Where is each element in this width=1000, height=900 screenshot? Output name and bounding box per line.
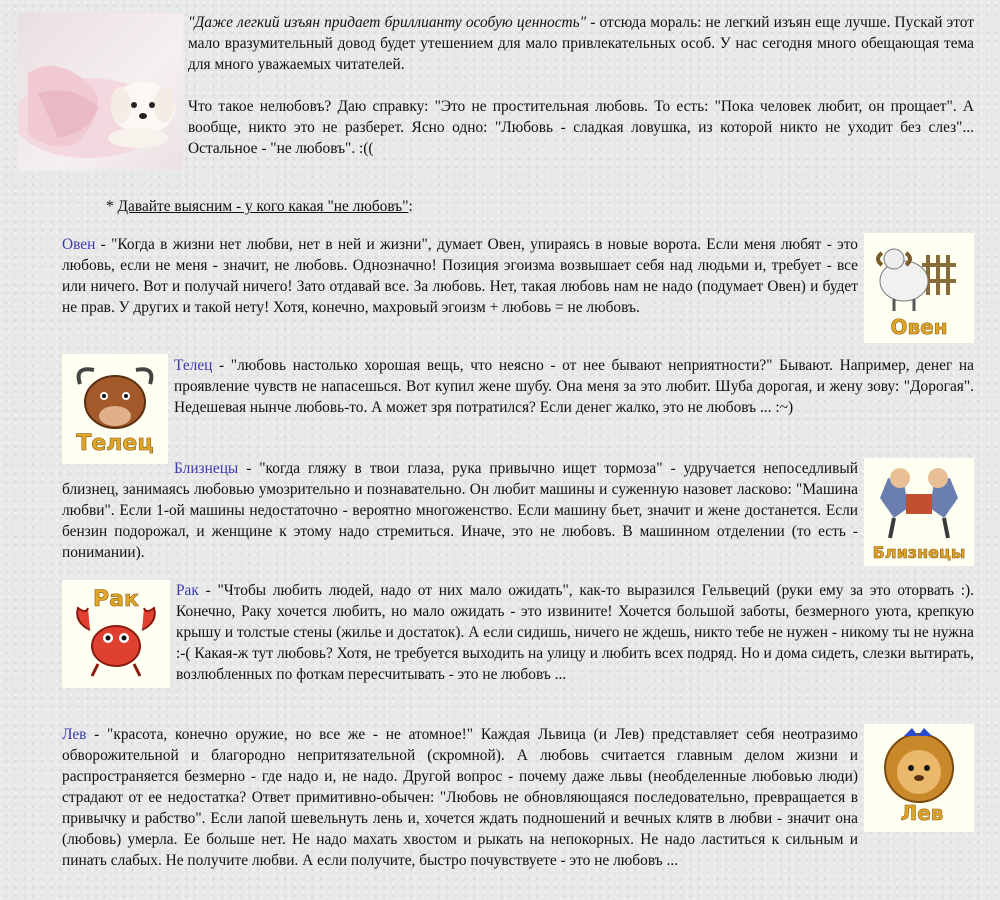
- cancer-image: [62, 580, 170, 688]
- cancer-name: Рак: [176, 582, 199, 599]
- taurus-paragraph: [62, 355, 974, 418]
- sign-block-aries: [62, 234, 974, 343]
- aries-text: - "Когда в жизни нет любви, нет в ней и жизни", думает Овен, упираясь в новые ворота. Если меня любят - это любовь, если не меня - значит, не любовь. Однозначно! Позиция эгоизма возвышает себя над людьми и, требует - все или ничего. Вот и получай ничего! Зато отдавай все. За любовь. Нет, такая любовь нам не надо (подумает Овен) и будет не прав. У других и такой нету! Хотя, конечно, махровый эгоизм + любовь = не любовъ.: [62, 236, 858, 316]
- cancer-paragraph: [62, 580, 974, 685]
- gemini-image-label: Близнецы: [872, 543, 966, 562]
- intro-paragraph-1: [188, 12, 974, 75]
- cancer-image-label: Рак: [93, 587, 139, 612]
- heading-colon: :: [408, 198, 413, 215]
- sign-block-gemini: [62, 458, 974, 566]
- gemini-text: - "когда гляжу в твои глаза, рука привычно ищет тормоза" - удручается непоседливый близнец, занимаясь любовью умозрительно и познавательно. Он любит машины и суженную назовет ласково: "Машина любви". Если 1-ой машины недостаточно - вероятно многоженство. Если машину бьет, значит и жене достанется. Если бензин подорожал, и женщине к этому надо стремиться. Иначе, это не любовъ. В машинном отделении (то есть - понимании).: [62, 460, 858, 561]
- taurus-image-label: Телец: [76, 431, 154, 456]
- taurus-name: Телец: [174, 357, 213, 374]
- gemini-paragraph: [62, 458, 974, 563]
- sign-block-taurus: [62, 355, 974, 464]
- gemini-name: Близнецы: [174, 460, 239, 477]
- intro-quote: "Даже легкий изъян придает бриллианту особую ценность": [188, 14, 587, 31]
- leo-name: Лев: [62, 726, 87, 743]
- taurus-text: - "любовь настолько хорошая вещь, что неясно - от нее бывают неприятности?" Бывают. Например, денег на проявление чувств не напасешься. Вот купил жене шубу. Она меня за это любит. Шуба дорогая, и жену зову: "Дорогая". Недешевая нынче любовь-то. А может зря потратился? Если денег жалко, это не любовъ ... :~): [174, 357, 974, 416]
- aries-name: Овен: [62, 236, 96, 253]
- leo-image-label: Лев: [900, 801, 944, 825]
- heading-text: Давайте выясним - у кого какая "не любовъ": [117, 198, 409, 215]
- sign-block-cancer: [62, 580, 974, 688]
- gemini-image: [864, 458, 974, 566]
- sign-block-leo: [62, 724, 974, 871]
- leo-image: [864, 724, 974, 832]
- aries-image-label: Овен: [890, 315, 948, 339]
- aries-paragraph: [62, 234, 974, 318]
- leo-text: - "красота, конечно оружие, но все же - не атомное!" Каждая Львица (и Лев) представляет себя неотразимо обворожительной и благородно непритязательной (скромной). А любовь считается главным делом жизни и распространяется безмерно - где надо и, не надо. Другой вопрос - почему даже львы (необделенные любовью люди) страдают от ее недостатка? Ответ примитивно-обычен: "Любовь не обновляющаяся последовательно, превращается в привычку и рабство". Если лапой шевельнуть лень и, хочется ждать подношений и вечных клятв в любви - значит она (любовь) умерла. Ее больше нет. Не надо махать хвостом и рыкать на непокорных. Не надо ластиться к сильным и пинать слабых. Не получите любви. А если получите, быстро почувствуете - это не любовъ ...: [62, 726, 858, 869]
- section-heading: [106, 196, 413, 217]
- heading-star: *: [106, 198, 118, 215]
- intro-text: - отсюда мораль: не легкий изъян еще лучше. Пускай этот мало вразумительный довод будет утешением для мало привлекательных особ. У нас сегодня много обещающая тема для много уважаемых читателей.: [188, 14, 974, 73]
- puppy-photo: [18, 13, 183, 170]
- aries-image: [864, 233, 974, 343]
- taurus-image: [62, 354, 168, 464]
- leo-paragraph: [62, 724, 974, 871]
- cancer-text: - "Чтобы любить людей, надо от них мало ожидать", как-то выразился Гельвеций (руки ему за это оторвать :). Конечно, Раку хочется любить, но мало ожидать - это извините! Хочется большой заботы, безмерного уюта, крепкую крышу и толстые стены (жилье и достаток). А если сидишь, ничего не ждешь, никто тебе не нужен - никому ты не нужна :-( Какая-ж тут любовь? Хотя, не требуется выходить на улицу и любить всех подряд. Но и дома сидеть, слезки вытирать, возлюбленных по фоткам пересчитывать - это не любовъ ...: [176, 582, 974, 683]
- intro-section: [188, 12, 974, 159]
- intro-paragraph-2: Что такое нелюбовъ? Даю справку: "Это не простительная любовь. То есть: "Пока человек любит, он прощает". А вообще, никто это не разберет. Ясно одно: "Любовь - сладкая ловушка, из которой никто не уходит без слез"... Остальное - "не любовъ". :((: [188, 98, 974, 157]
